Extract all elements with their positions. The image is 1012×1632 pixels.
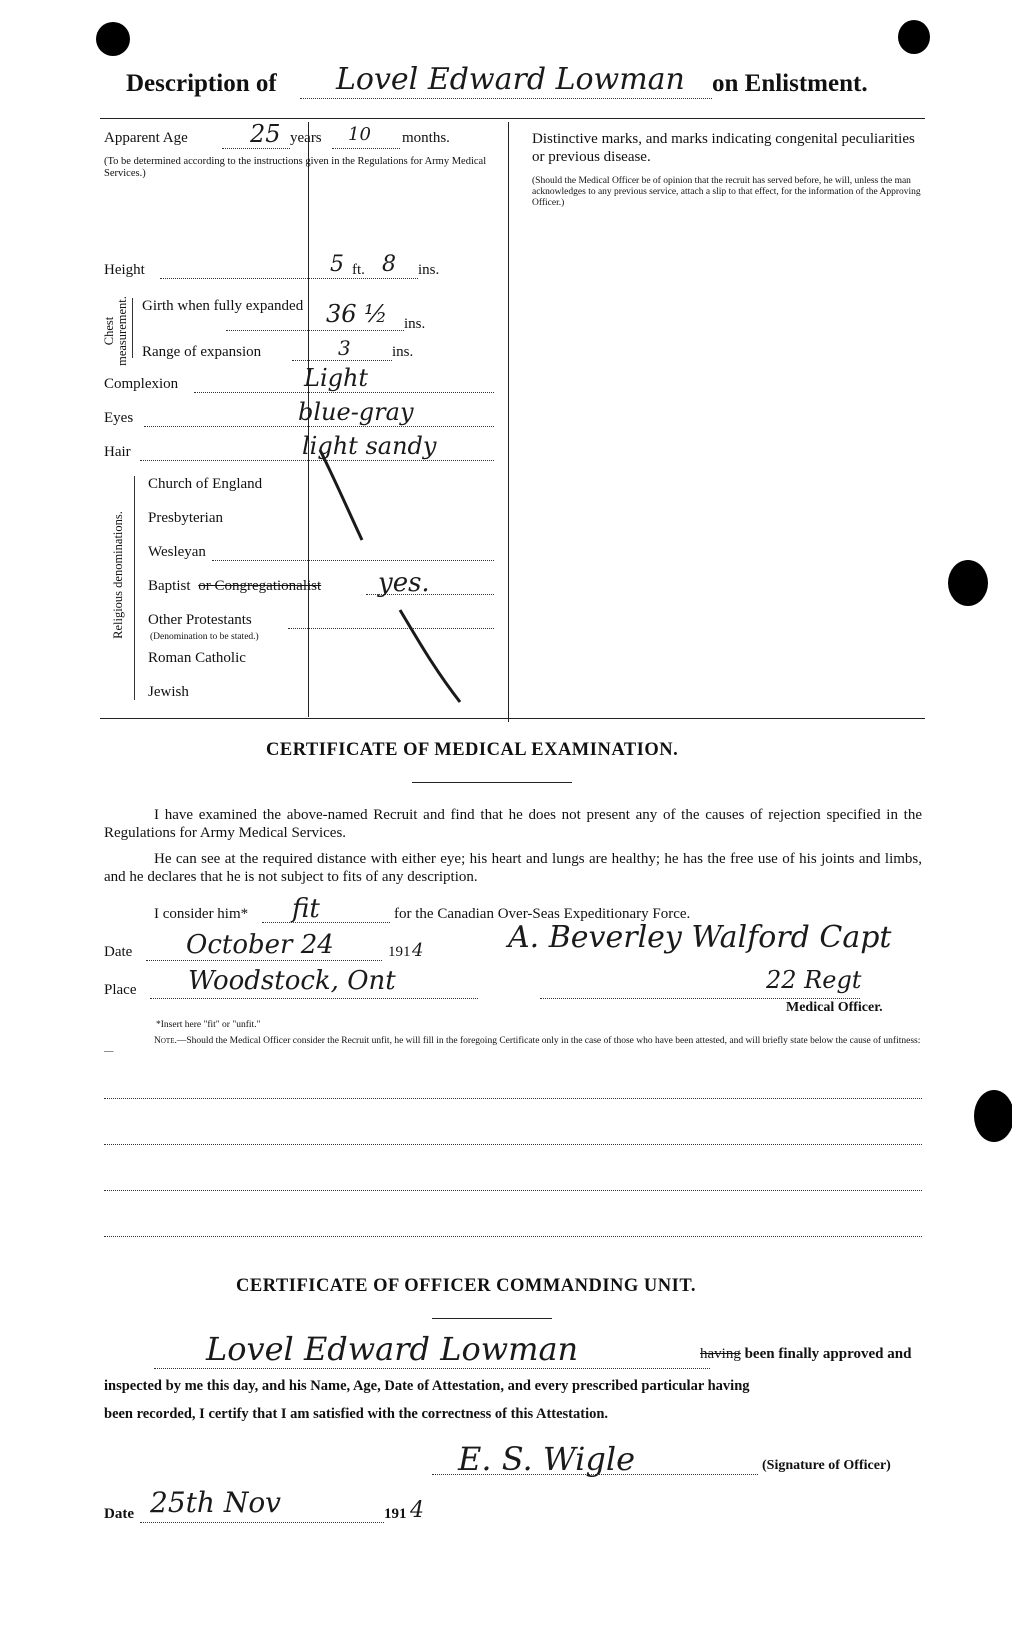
medical-date-label: Date: [104, 944, 133, 960]
height-ft-value: 5: [330, 252, 344, 277]
column-divider: [508, 122, 509, 722]
medical-consider-pre: I consider him*: [154, 906, 249, 922]
commanding-line1-rest: been finally approved and: [744, 1346, 912, 1362]
medical-consider-post: for the Canadian Over-Seas Expeditionary Force.: [394, 906, 691, 922]
complexion-label: Complexion: [104, 376, 179, 392]
commanding-name-dotline: [154, 1368, 710, 1369]
chest-range-unit: ins.: [392, 344, 414, 360]
punch-hole: [96, 22, 130, 56]
medical-signature: A. Beverley Walford Capt: [508, 920, 892, 955]
religion-baptist-mark: yes.: [378, 568, 430, 598]
religion-jewish: Jewish: [148, 684, 189, 700]
header-rule: [100, 118, 925, 119]
unfitness-line: [104, 1190, 922, 1191]
medical-officer-label: Medical Officer.: [786, 1000, 883, 1015]
girth-dotline: [226, 330, 404, 331]
commanding-signature-dotline: [432, 1474, 758, 1475]
chest-girth-unit: ins.: [404, 316, 426, 332]
medical-note: [104, 1036, 922, 1058]
chest-side-label: Chest measurement.: [102, 296, 129, 366]
height-ins-label: ins.: [418, 262, 440, 278]
unfitness-line: [104, 1098, 922, 1099]
age-label: Apparent Age: [104, 130, 188, 146]
religion-other-protestants: Other Protestants: [148, 612, 252, 628]
commanding-signature: E. S. Wigle: [458, 1440, 636, 1478]
medical-date-value: October 24: [186, 930, 334, 960]
medical-signature-regt: 22 Regt: [766, 966, 862, 994]
religion-presbyterian: Presbyterian: [148, 510, 223, 526]
medical-year-value: 4: [412, 940, 424, 961]
commanding-year-prefix: 191: [384, 1506, 407, 1522]
commanding-heading: CERTIFICATE OF OFFICER COMMANDING UNIT.: [236, 1276, 696, 1296]
age-years-label: years: [290, 130, 322, 146]
months-dotline: [332, 148, 400, 149]
religion-roman-catholic: Roman Catholic: [148, 650, 246, 666]
religion-handwritten-strokes: [300, 440, 480, 710]
age-note: (To be determined according to the instructions given in the Regulations for Army Medical Services.): [104, 156, 487, 179]
medical-para2: He can see at the required distance with either eye; his heart and lungs are healthy; he has the free use of his joints and limbs, and he declares that he is not subject to fits of any description.: [104, 851, 922, 885]
height-label: Height: [104, 262, 145, 278]
punch-hole: [948, 560, 988, 606]
note-label: Note.: [154, 1036, 177, 1046]
note-text: —Should the Medical Officer consider the Recruit unfit, he will fill in the foregoing Certificate only in the case of those who have been attested, and will briefly state below the cause of unfitness:—: [104, 1036, 921, 1057]
commanding-heading-rule: [432, 1318, 552, 1319]
consider-dotline: [262, 922, 390, 923]
religion-baptist: [148, 578, 321, 595]
commanding-struck: having: [700, 1346, 741, 1362]
medical-para1: I have examined the above-named Recruit and find that he does not present any of the causes of rejection specified in the Regulations for Army Medical Services.: [104, 807, 922, 841]
medical-officer-dotline: [540, 998, 860, 999]
complexion-dotline: [194, 392, 494, 393]
punch-hole: [898, 20, 930, 54]
age-dotline: [222, 148, 290, 149]
height-ft-label: ft.: [352, 262, 365, 278]
congregationalist-struck: or Congregationalist: [198, 578, 322, 594]
medical-place-label: Place: [104, 982, 137, 998]
baptist-text: Baptist: [148, 578, 191, 594]
medical-date-dotline: [146, 960, 382, 961]
medical-heading-rule: [412, 782, 572, 783]
punch-hole: [974, 1090, 1012, 1142]
header-suffix: on Enlistment.: [712, 70, 868, 97]
commanding-line2: inspected by me this day, and his Name, Age, Date of Attestation, and every prescribed particular having: [104, 1378, 750, 1394]
eyes-dotline: [144, 426, 494, 427]
range-dotline: [292, 360, 392, 361]
medical-insert-note: *Insert here "fit" or "unfit.": [156, 1020, 261, 1030]
header-name: Lovel Edward Lowman: [336, 62, 685, 97]
complexion-value: Light: [304, 364, 369, 392]
commanding-year-value: 4: [410, 1498, 424, 1523]
chest-range-label: Range of expansion: [142, 344, 262, 360]
medical-heading: CERTIFICATE OF MEDICAL EXAMINATION.: [266, 740, 679, 760]
hair-label: Hair: [104, 444, 131, 460]
header-dotline: [300, 98, 712, 99]
chest-girth-value: 36 ½: [326, 300, 388, 328]
height-ins-value: 8: [382, 252, 396, 277]
religion-church-of-england: Church of England: [148, 476, 263, 492]
chest-range-value: 3: [338, 336, 351, 360]
header-prefix: Description of: [126, 70, 277, 97]
medical-year-prefix: 191: [388, 944, 411, 960]
unfitness-line: [104, 1144, 922, 1145]
commanding-date-label: Date: [104, 1506, 134, 1522]
marks-heading: Distinctive marks, and marks indicating congenital peculiarities or previous disease.: [532, 131, 915, 165]
religion-side-label: Religious denominations.: [111, 511, 125, 639]
commanding-date-dotline: [140, 1522, 384, 1523]
eyes-value: blue-gray: [298, 398, 414, 426]
chest-bracket: [132, 298, 139, 358]
height-dotline: [160, 278, 418, 279]
commanding-name-value: Lovel Edward Lowman: [206, 1330, 579, 1368]
religion-wesleyan: Wesleyan: [148, 544, 206, 560]
commanding-line3: been recorded, I certify that I am satisfied with the correctness of this Attestation.: [104, 1406, 609, 1422]
eyes-label: Eyes: [104, 410, 134, 426]
hair-value: light sandy: [302, 432, 437, 460]
religion-bracket: [134, 476, 141, 700]
chest-girth-label: Girth when fully expanded: [142, 298, 304, 314]
medical-consider-value: fit: [292, 894, 320, 924]
marks-note: (Should the Medical Officer be of opinion that the recruit has served before, he will, unless the man acknowledges to any previous service, attach a slip to that effect, for the information of the Approving Officer.): [532, 176, 921, 208]
place-dotline: [150, 998, 478, 999]
commanding-signature-label: (Signature of Officer): [762, 1458, 891, 1473]
commanding-date-value: 25th Nov: [150, 1486, 281, 1519]
unfitness-line: [104, 1236, 922, 1237]
age-years-value: 25: [250, 120, 281, 148]
upper-section-rule: [100, 718, 925, 719]
age-months-label: months.: [402, 130, 450, 146]
age-months-value: 10: [348, 124, 371, 145]
medical-place-value: Woodstock, Ont: [188, 966, 396, 996]
commanding-line1: [700, 1346, 911, 1363]
religion-other-note: (Denomination to be stated.): [150, 632, 259, 642]
